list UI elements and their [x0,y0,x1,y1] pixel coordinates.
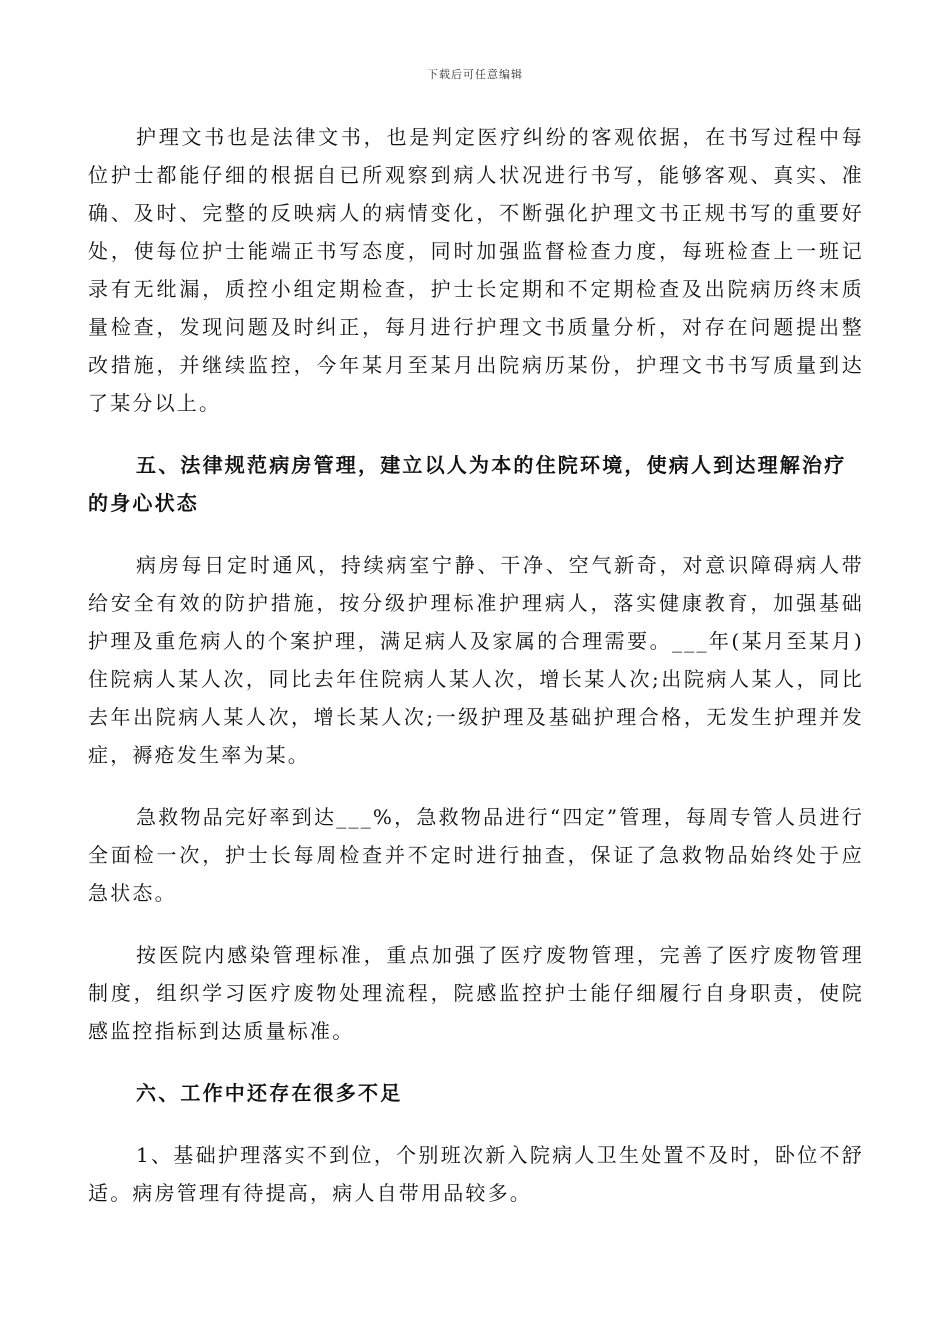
document-body [88,118,864,1236]
paragraph-nursing-documents: 护理文书也是法律文书，也是判定医疗纠纷的客观依据，在书写过程中每位护士都能仔细的根据自已所观察到病人状况进行书写，能够客观、真实、准确、及时、完整的反映病人的病情变化，不断强化护理文书正规书写的重要好处，使每位护士能端正书写态度，同时加强监督检查力度，每班检查上一班记录有无纰漏，质控小组定期检查，护士长定期和不定期检查及出院病历终末质量检查，发现问题及时纠正，每月进行护理文书质量分析，对存在问题提出整改措施，并继续监控，今年某月至某月出院病历某份，护理文书书写质量到达了某分以上。 [88,125,864,415]
paragraph-shortcomings-1: 1、基础护理落实不到位，个别班次新入院病人卫生处置不及时，卧位不舒适。病房管理有待提高，病人自带用品较多。 [88,1143,864,1205]
paragraph-emergency-supplies: 急救物品完好率到达___%，急救物品进行“四定”管理，每周专管人员进行全面检一次，护士长每周检查并不定时进行抽查，保证了急救物品始终处于应急状态。 [88,805,864,905]
paragraph-ward-management: 病房每日定时通风，持续病室宁静、干净、空气新奇，对意识障碍病人带给安全有效的防护措施，按分级护理标准护理病人，落实健康教育，加强基础护理及重危病人的个案护理，满足病人及家属的合理需要。___年(某月至某月)住院病人某人次，同比去年住院病人某人次，增长某人次;出院病人某人，同比去年出院病人某人次，增长某人次;一级护理及基础护理合格，无发生护理并发症，褥疮发生率为某。 [88,553,864,767]
section-heading-five: 五、法律规范病房管理，建立以人为本的住院环境，使病人到达理解治疗的身心状态 [88,453,847,515]
section-heading-six: 六、工作中还存在很多不足 [136,1081,403,1105]
header-note: 下载后可任意编辑 [427,68,523,81]
paragraph-infection-control: 按医院内感染管理标准，重点加强了医疗废物管理，完善了医疗废物管理制度，组织学习医疗废物处理流程，院感监控护士能仔细履行自身职责，使院感监控指标到达质量标准。 [88,943,864,1043]
